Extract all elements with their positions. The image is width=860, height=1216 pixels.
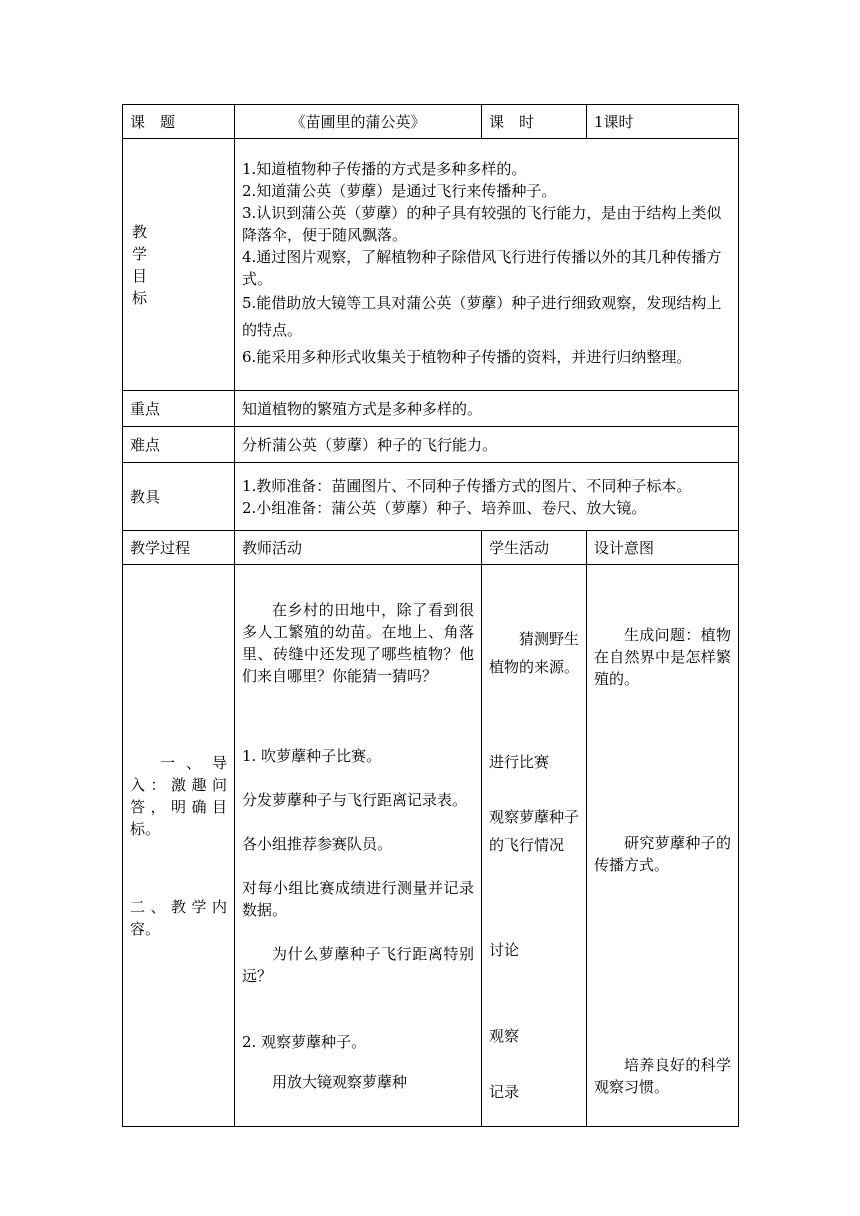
student-activity: 猜测野生植物的来源。 bbox=[489, 629, 580, 676]
key-point-row bbox=[123, 391, 739, 427]
teacher-activity: 1. 吹萝藦种子比赛。 bbox=[242, 746, 382, 765]
process-body-row bbox=[123, 565, 739, 1127]
teacher-activity: 为什么萝藦种子飞行距离特别远？ bbox=[242, 944, 474, 985]
teacher-activity: 对每小组比赛成绩进行测量并记录数据。 bbox=[242, 878, 474, 919]
student-activity: 观察萝藦种子的飞行情况 bbox=[489, 807, 580, 854]
stage-column bbox=[123, 565, 235, 1127]
student-activity: 观察 bbox=[489, 1026, 520, 1045]
student-activity-column bbox=[482, 565, 587, 1127]
tools-label: 教具 bbox=[123, 463, 235, 531]
teacher-activity: 在乡村的田地中，除了看到很多人工繁殖的幼苗。在地上、角落里、砖缝中还发现了哪些植物？他们来自哪里？你能猜一猜吗？ bbox=[242, 600, 474, 685]
intent-header: 设计意图 bbox=[587, 531, 739, 565]
teacher-header: 教师活动 bbox=[235, 531, 482, 565]
process-header-row bbox=[123, 531, 739, 565]
header-row bbox=[123, 105, 739, 139]
topic-value: 《苗圃里的蒲公英》 bbox=[235, 105, 482, 139]
goal-item: 2.知道蒲公英（萝藦）是通过飞行来传播种子。 bbox=[242, 182, 557, 200]
student-activity: 进行比赛 bbox=[489, 752, 550, 771]
topic-label: 课 题 bbox=[123, 105, 235, 139]
tools-content bbox=[235, 463, 739, 531]
difficulty-row bbox=[123, 427, 739, 463]
student-activity: 记录 bbox=[489, 1082, 520, 1101]
design-intent: 研究萝藦种子的传播方式。 bbox=[594, 833, 731, 874]
design-intent: 生成问题：植物在自然界中是怎样繁殖的。 bbox=[594, 625, 731, 688]
design-intent-column bbox=[587, 565, 739, 1127]
teacher-activity: 用放大镜观察萝藦种 bbox=[272, 1072, 408, 1091]
stage-content: 二、教学内容。 bbox=[130, 897, 227, 938]
difficulty-label: 难点 bbox=[123, 427, 235, 463]
goal-item: 1.知道植物种子传播的方式是多种多样的。 bbox=[242, 160, 527, 178]
tools-row bbox=[123, 463, 739, 531]
goal-item: 3.认识到蒲公英（萝藦）的种子具有较强的飞行能力，是由于结构上类似降落伞，便于随风飘落。 bbox=[242, 204, 722, 244]
goals-label: 教学目标 bbox=[132, 222, 148, 307]
goals-label-cell bbox=[123, 139, 235, 391]
student-activity: 讨论 bbox=[489, 940, 520, 959]
difficulty-value: 分析蒲公英（萝藦）种子的飞行能力。 bbox=[235, 427, 739, 463]
teacher-activity: 2. 观察萝藦种子。 bbox=[242, 1032, 367, 1051]
goal-item: 5.能借助放大镜等工具对蒲公英（萝藦）种子进行细致观察，发现结构上的特点。 bbox=[242, 294, 722, 339]
period-value: 1课时 bbox=[587, 105, 739, 139]
key-point-value: 知道植物的繁殖方式是多种多样的。 bbox=[235, 391, 739, 427]
lesson-plan-table bbox=[122, 104, 739, 1127]
student-header: 学生活动 bbox=[482, 531, 587, 565]
goals-content bbox=[235, 139, 739, 391]
teacher-activity: 分发萝藦种子与飞行距离记录表。 bbox=[242, 790, 468, 809]
design-intent: 培养良好的科学观察习惯。 bbox=[594, 1055, 731, 1096]
goals-row bbox=[123, 139, 739, 391]
period-label: 课 时 bbox=[482, 105, 587, 139]
tools-item: 2.小组准备：蒲公英（萝藦）种子、培养皿、卷尺、放大镜。 bbox=[242, 498, 647, 517]
teacher-activity-column bbox=[235, 565, 482, 1127]
goal-item: 6.能采用多种形式收集关于植物种子传播的资料，并进行归纳整理。 bbox=[242, 348, 692, 366]
teacher-activity: 各小组推荐参赛队员。 bbox=[242, 834, 393, 853]
tools-item: 1.教师准备：苗圃图片、不同种子传播方式的图片、不同种子标本。 bbox=[242, 476, 692, 495]
process-header: 教学过程 bbox=[123, 531, 235, 565]
stage-intro: 一、导入：激趣问答，明确目标。 bbox=[130, 753, 227, 838]
key-point-label: 重点 bbox=[123, 391, 235, 427]
goal-item: 4.通过图片观察，了解植物种子除借风飞行进行传播以外的其几种传播方式。 bbox=[242, 248, 722, 288]
